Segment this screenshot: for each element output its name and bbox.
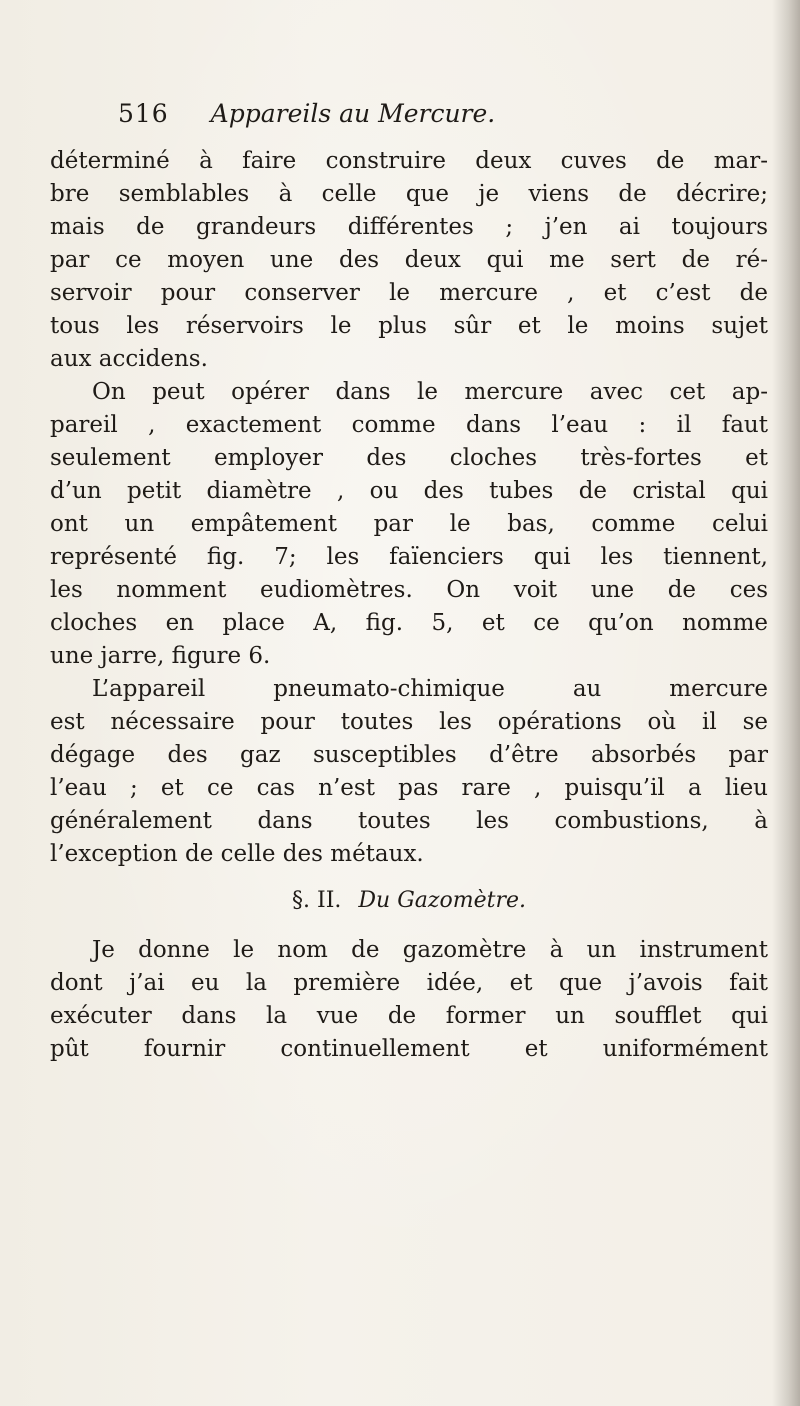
body-text bbox=[50, 145, 768, 1066]
text-line: L’appareil pneumato-chimique au mercure bbox=[92, 676, 768, 702]
text-line: est nécessaire pour toutes les opérations où il se bbox=[50, 709, 768, 735]
text-line: pareil , exactement comme dans l’eau : il faut bbox=[50, 412, 768, 438]
text-line: On peut opérer dans le mercure avec cet ap- bbox=[92, 379, 768, 405]
text-line: ont un empâtement par le bas, comme celui bbox=[50, 511, 768, 537]
text-line: servoir pour conserver le mercure , et c’est de bbox=[50, 280, 768, 306]
text-line: mais de grandeurs différentes ; j’en ai toujours bbox=[50, 214, 768, 240]
text-line: bre semblables à celle que je viens de décrire; bbox=[50, 181, 768, 207]
section-number: §. II. bbox=[292, 888, 342, 913]
text-line: pût fournir continuellement et uniformément bbox=[50, 1036, 768, 1062]
paragraph-3 bbox=[50, 673, 768, 871]
paragraph-1 bbox=[50, 145, 768, 376]
text-line: dont j’ai eu la première idée, et que j’avois fait bbox=[50, 970, 768, 996]
text-line: l’exception de celle des métaux. bbox=[50, 841, 424, 867]
section-title: Du Gazomètre. bbox=[358, 888, 526, 913]
text-line: dégage des gaz susceptibles d’être absorbés par bbox=[50, 742, 768, 768]
text-line: représenté fig. 7; les faïenciers qui les tiennent, bbox=[50, 544, 768, 570]
text-line: les nomment eudiomètres. On voit une de ces bbox=[50, 577, 768, 603]
paragraph-2 bbox=[50, 376, 768, 673]
page-number: 516 bbox=[118, 99, 169, 128]
running-title: Appareils au Mercure. bbox=[210, 99, 496, 128]
text-line: tous les réservoirs le plus sûr et le moins sujet bbox=[50, 313, 768, 339]
text-line: aux accidens. bbox=[50, 346, 208, 372]
text-line: d’un petit diamètre , ou des tubes de cristal qui bbox=[50, 478, 768, 504]
text-line: cloches en place A, fig. 5, et ce qu’on nomme bbox=[50, 610, 768, 636]
section-heading bbox=[50, 884, 768, 917]
text-line: une jarre, figure 6. bbox=[50, 643, 271, 669]
text-line: Je donne le nom de gazomètre à un instrument bbox=[92, 937, 768, 963]
page-edge-shadow bbox=[772, 0, 800, 1406]
text-line: généralement dans toutes les combustions, à bbox=[50, 808, 768, 834]
text-line: par ce moyen une des deux qui me sert de ré- bbox=[50, 247, 768, 273]
text-line: déterminé à faire construire deux cuves de mar- bbox=[50, 148, 768, 174]
paragraph-4 bbox=[50, 934, 768, 1066]
page-header bbox=[118, 98, 495, 130]
text-line: exécuter dans la vue de former un soufflet qui bbox=[50, 1003, 768, 1029]
text-line: seulement employer des cloches très-fortes et bbox=[50, 445, 768, 471]
text-line: l’eau ; et ce cas n’est pas rare , puisqu’il a lieu bbox=[50, 775, 768, 801]
